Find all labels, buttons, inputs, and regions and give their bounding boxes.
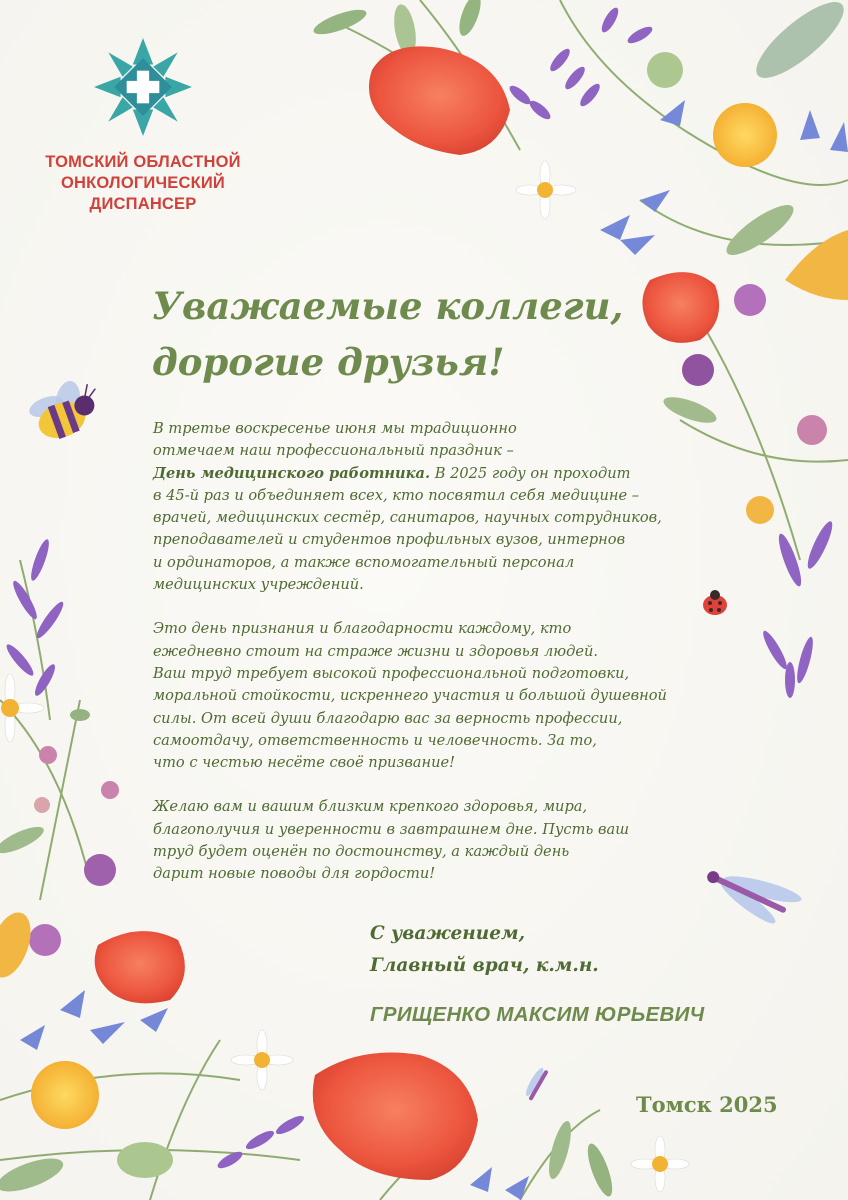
organization-line: ОНКОЛОГИЧЕСКИЙ: [61, 174, 225, 192]
paragraph-1: [153, 418, 733, 596]
text-line: силы. От всей души благодарю вас за верность профессии,: [153, 709, 623, 727]
greeting-line: Уважаемые коллеги,: [152, 284, 624, 328]
lavender-icon: [760, 519, 837, 698]
text-line: врачей, медицинских сестёр, санитаров, научных сотрудников,: [153, 509, 662, 527]
cross-star-logo-icon: [92, 36, 194, 138]
text-line: Ваш труд требует высокой профессиональной подготовки,: [153, 664, 630, 682]
clover-icon: [797, 415, 827, 445]
organization-line: ДИСПАНСЕР: [89, 195, 197, 213]
clover-icon: [39, 746, 57, 764]
leaf-icon: [70, 709, 90, 721]
clover-icon: [647, 52, 683, 88]
lavender-icon: [215, 1113, 306, 1172]
leaf-icon: [785, 230, 848, 300]
text-line: и ординаторов, а также вспомогательный персонал: [153, 553, 575, 571]
organization-name: [38, 152, 248, 215]
text-line: отмечаем наш профессиональный праздник –: [153, 442, 514, 460]
text-line: В 2025 году он проходит: [430, 464, 631, 482]
greeting-line: дорогие друзья!: [152, 340, 505, 384]
clover-icon: [84, 854, 116, 886]
text-line: преподавателей и студентов профильных вузов, интернов: [153, 531, 626, 549]
poppy-icon: [313, 1053, 478, 1181]
clover-icon: [101, 781, 119, 799]
clover-icon: [117, 1142, 173, 1178]
poppy-icon: [369, 46, 510, 155]
clover-icon: [34, 797, 50, 813]
clover-icon: [713, 103, 777, 167]
leaf-icon: [545, 1119, 576, 1181]
text-line: в 45-й раз и объединяет всех, кто посвятил себя медицине –: [153, 486, 640, 504]
leaf-icon: [0, 822, 47, 858]
letter-body: [153, 418, 733, 908]
clover-icon: [746, 496, 774, 524]
leaf-icon: [720, 197, 799, 263]
signer-name: ГРИЩЕНКО МАКСИМ ЮРЬЕВИЧ: [370, 1003, 705, 1026]
holiday-name: День медицинского работника.: [153, 464, 431, 482]
signature-block: [370, 918, 599, 982]
text-line: что с честью несёте своё призвание!: [153, 754, 456, 772]
bottom-left-flowers: [0, 931, 306, 1200]
left-flowers: [0, 538, 119, 983]
leaf-icon: [455, 0, 485, 38]
clover-icon: [734, 284, 766, 316]
lavender-icon: [3, 538, 66, 698]
leaf-icon: [583, 1141, 617, 1199]
signature-position: Главный врач, к.м.н.: [370, 955, 599, 976]
lavender-icon: [507, 5, 655, 122]
poppy-icon: [642, 272, 719, 343]
paragraph-3: [153, 796, 733, 885]
text-line: моральной стойкости, искреннего участия и большой душевной: [153, 687, 667, 705]
text-line: благополучия и уверенности в завтрашнем дне. Пусть ваш: [153, 820, 630, 838]
leaf-icon: [746, 0, 848, 89]
chamomile-icon: [231, 1030, 293, 1090]
text-line: самоотдачу, ответственность и человечность. За то,: [153, 731, 597, 749]
text-line: Это день признания и благодарности каждому, кто: [153, 620, 572, 638]
dragonfly-icon: [522, 1066, 549, 1101]
bee-icon: [22, 369, 107, 446]
text-line: медицинских учреждений.: [153, 576, 364, 594]
cornflower-icon: [470, 1167, 529, 1200]
text-line: труд будет оценён по достоинству, а каждый день: [153, 843, 570, 861]
text-line: Желаю вам и вашим близким крепкого здоровья, мира,: [153, 798, 588, 816]
poppy-icon: [95, 931, 185, 1003]
text-line: дарит новые поводы для гордости!: [153, 865, 436, 883]
bottom-right-flowers: [313, 1053, 689, 1200]
paragraph-2: [153, 618, 733, 774]
text-line: В третье воскресенье июня мы традиционно: [153, 420, 517, 437]
place-date: Томск 2025: [636, 1092, 778, 1117]
clover-icon: [31, 1061, 99, 1129]
chamomile-icon: [516, 161, 576, 219]
organization-line: ТОМСКИЙ ОБЛАСТНОЙ: [45, 153, 241, 171]
clover-icon: [29, 924, 61, 956]
chamomile-icon: [631, 1136, 689, 1192]
signature-regards: С уважением,: [370, 923, 526, 944]
greeting-title: [152, 278, 652, 390]
text-line: ежедневно стоит на страже жизни и здоровья людей.: [153, 642, 599, 660]
clover-icon: [682, 354, 714, 386]
